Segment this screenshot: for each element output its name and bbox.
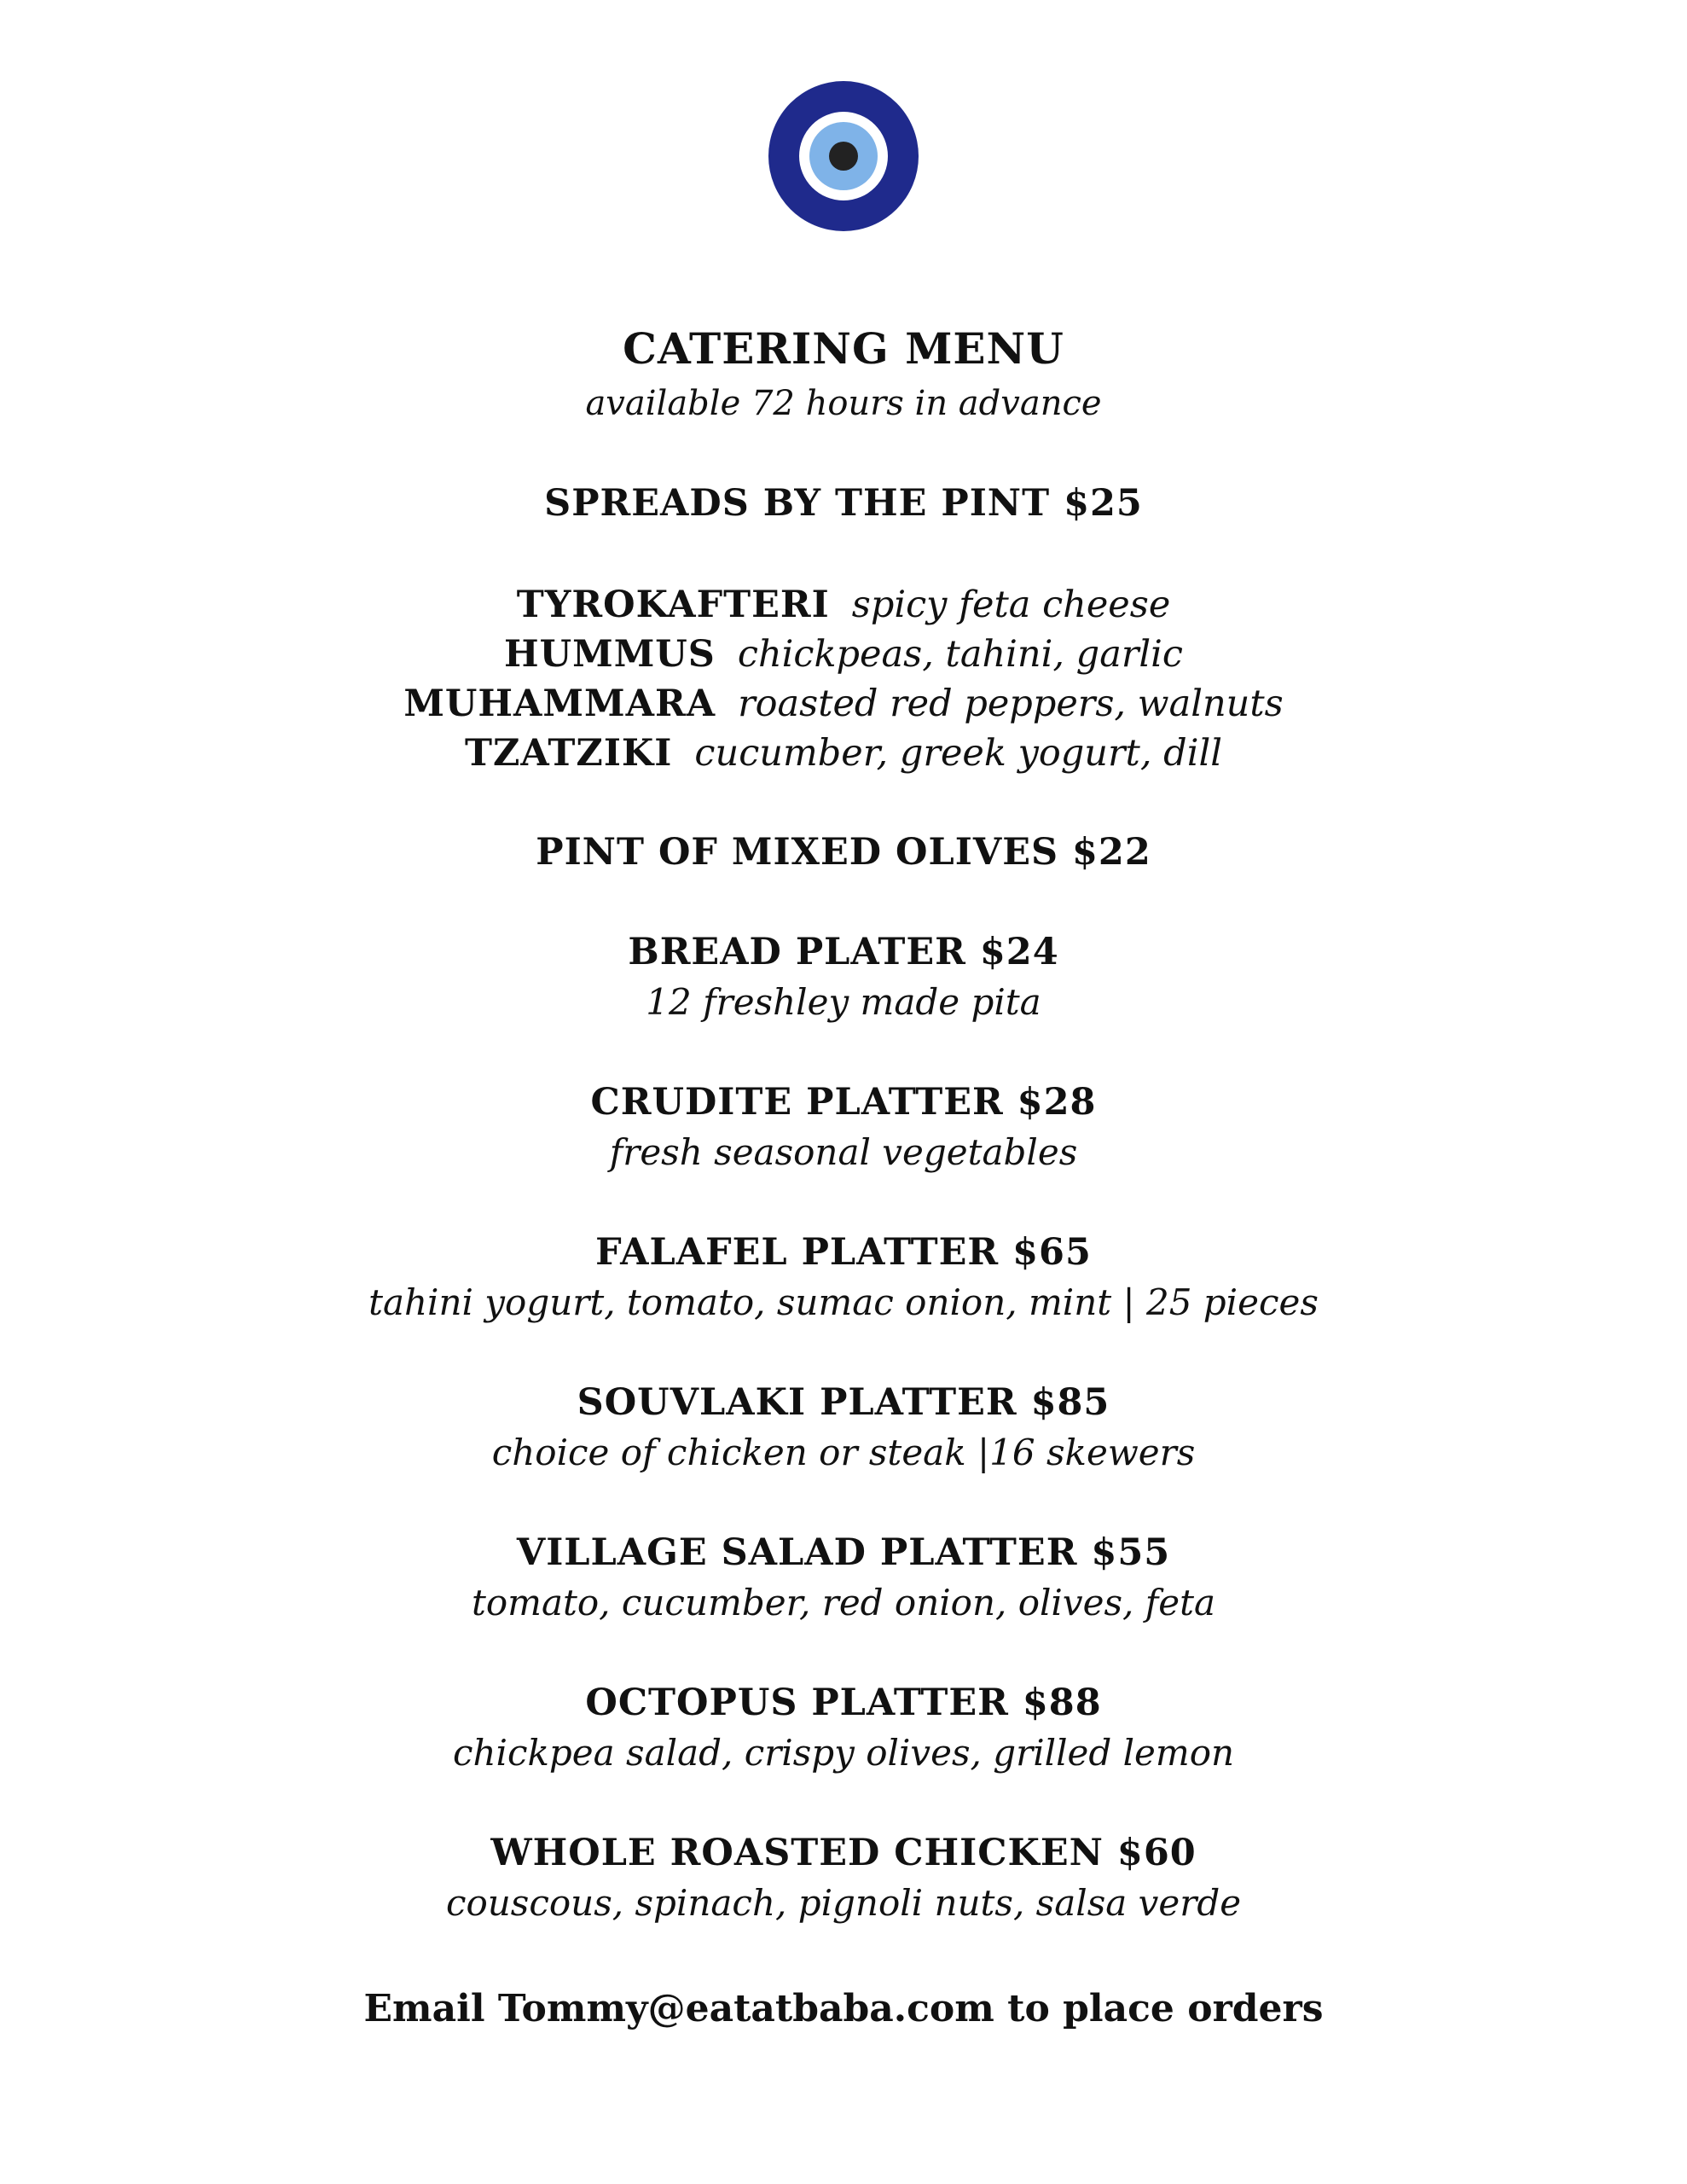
spread-name: TZATZIKI (465, 732, 673, 775)
spread-name: HUMMUS (503, 633, 716, 676)
spread-ingredients: cucumber, greek yogurt, dill (694, 732, 1222, 775)
crudite-platter-heading: CRUDITE PLATTER $28 (590, 1081, 1097, 1124)
whole-roasted-chicken-heading: WHOLE ROASTED CHICKEN $60 (490, 1832, 1197, 1874)
menu-title: CATERING MENU (623, 323, 1064, 374)
spreads-heading: SPREADS BY THE PINT $25 (544, 482, 1143, 525)
souvlaki-platter-heading: SOUVLAKI PLATTER $85 (577, 1381, 1110, 1424)
spread-item (0, 580, 1687, 630)
spread-name: TYROKAFTERI (516, 584, 830, 626)
spread-ingredients: chickpeas, tahini, garlic (737, 633, 1183, 676)
bread-platter-heading: BREAD PLATER $24 (628, 931, 1059, 973)
village-salad-platter-description: tomato, cucumber, red onion, olives, feta (471, 1582, 1216, 1623)
souvlaki-platter-description: choice of chicken or steak |16 skewers (491, 1432, 1196, 1473)
spread-ingredients: roasted red peppers, walnuts (738, 682, 1284, 725)
evil-eye-icon (768, 81, 919, 231)
spread-ingredients: spicy feta cheese (851, 584, 1171, 626)
falafel-platter-heading: FALAFEL PLATTER $65 (595, 1231, 1092, 1274)
whole-roasted-chicken-description: couscous, spinach, pignoli nuts, salsa verde (445, 1882, 1242, 1924)
spread-item (0, 630, 1687, 679)
octopus-platter-description: chickpea salad, crispy olives, grilled lemon (452, 1732, 1235, 1774)
menu-subtitle: available 72 hours in advance (585, 384, 1102, 423)
spread-item (0, 679, 1687, 729)
order-email-line: Email Tommy@eatatbaba.com to place orders (363, 1987, 1324, 2030)
falafel-platter-description: tahini yogurt, tomato, sumac onion, mint | 25 pieces (368, 1281, 1319, 1323)
olives-heading: PINT OF MIXED OLIVES $22 (536, 831, 1151, 874)
crudite-platter-description: fresh seasonal vegetables (609, 1131, 1078, 1173)
evil-eye-logo-graphic (768, 81, 919, 231)
octopus-platter-heading: OCTOPUS PLATTER $88 (585, 1682, 1102, 1724)
village-salad-platter-heading: VILLAGE SALAD PLATTER $55 (516, 1531, 1171, 1574)
spread-item (0, 729, 1687, 778)
bread-platter-description: 12 freshley made pita (646, 981, 1041, 1023)
spread-name: MUHAMMARA (403, 682, 716, 725)
